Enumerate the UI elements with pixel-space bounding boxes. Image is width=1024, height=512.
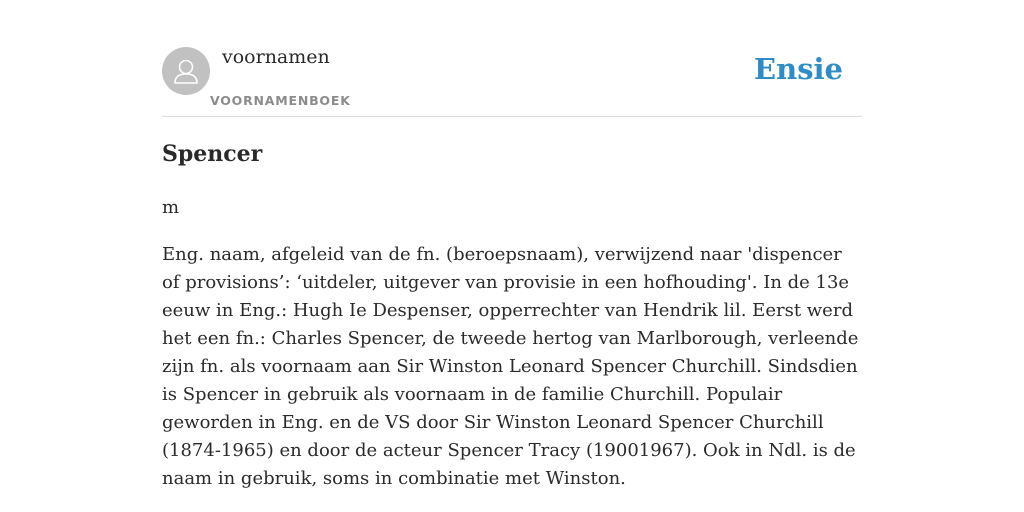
author-name[interactable]: voornamen: [222, 46, 330, 68]
gender-label: m: [162, 197, 180, 218]
ensie-logo[interactable]: Ensie: [754, 52, 843, 86]
page-title: Spencer: [162, 141, 263, 167]
book-label[interactable]: VOORNAMENBOEK: [210, 93, 351, 108]
user-icon: [162, 47, 210, 95]
entry: [162, 138, 862, 493]
definition-text: Eng. naam, afgeleid van de fn. (beroepsnaam), verwijzend naar 'dispencer of provisions’: ‘uitdeler, uitgever van provisie in een hofhouding'. In de 13e eeuw in Eng.: Hugh Ie Despenser, opperrechter van Hendrik lil. Eerst werd het een fn.: Charles Spencer, de tweede hertog van Marlborough, verleende zijn fn. als voornaam aan Sir Winston Leonard Spencer Churchill. Sindsdien is Spencer in gebruik als voornaam in de familie Churchill. Populair geworden in Eng. en de VS door Sir Winston Leonard Spencer Churchill (1874-1965) en door de acteur Spencer Tracy (19001967). Ook in Ndl. is de naam in gebruik, soms in combinatie met Winston.: [162, 244, 859, 489]
header: [162, 46, 862, 117]
avatar[interactable]: [162, 47, 210, 95]
